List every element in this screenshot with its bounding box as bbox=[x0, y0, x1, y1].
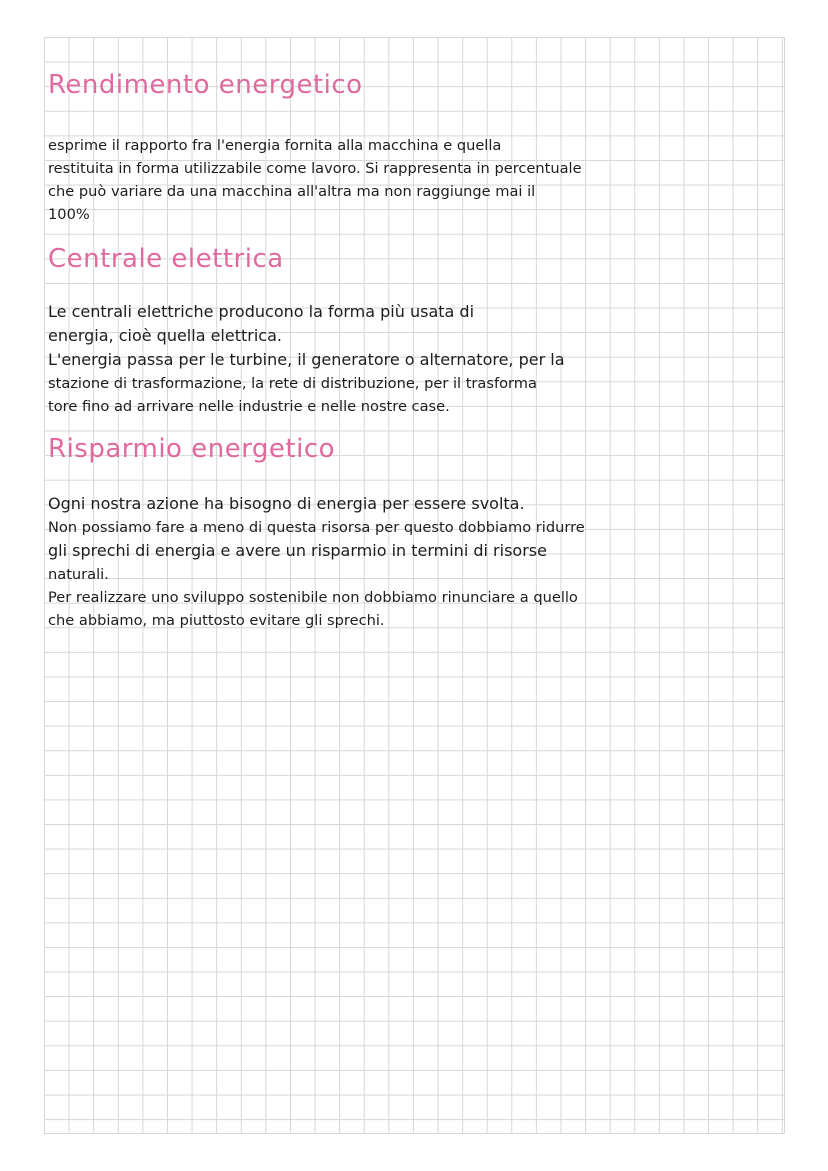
section-centrale-elettrica bbox=[48, 242, 784, 418]
text-line: Per realizzare uno sviluppo sostenibile non dobbiamo rinunciare a quello bbox=[48, 589, 578, 606]
text-line: stazione di trasformazione, la rete di distribuzione, per il trasforma bbox=[48, 375, 537, 392]
text-line: Non possiamo fare a meno di questa risorsa per questo dobbiamo ridurre bbox=[48, 519, 585, 536]
text-line: energia, cioè quella elettrica. bbox=[48, 326, 282, 345]
section-risparmio-energetico bbox=[48, 432, 784, 632]
section-title: Rendimento energetico bbox=[48, 70, 363, 100]
text-line: restituita in forma utilizzabile come lavoro. Si rappresenta in percentuale bbox=[48, 160, 582, 177]
section-title: Risparmio energetico bbox=[48, 434, 336, 464]
section-body bbox=[48, 492, 784, 632]
text-line: tore fino ad arrivare nelle industrie e nelle nostre case. bbox=[48, 398, 450, 415]
text-line: che può variare da una macchina all'altra ma non raggiunge mai il bbox=[48, 183, 536, 200]
text-line: gli sprechi di energia e avere un risparmio in termini di risorse bbox=[48, 541, 547, 560]
section-body bbox=[48, 134, 784, 226]
text-line: che abbiamo, ma piuttosto evitare gli sprechi. bbox=[48, 612, 385, 629]
section-rendimento-energetico bbox=[48, 68, 784, 226]
text-line: L'energia passa per le turbine, il generatore o alternatore, per la bbox=[48, 350, 565, 369]
text-line: naturali. bbox=[48, 566, 109, 583]
text-line: esprime il rapporto fra l'energia fornita alla macchina e quella bbox=[48, 137, 502, 154]
text-line: Le centrali elettriche producono la forma più usata di bbox=[48, 302, 475, 321]
notes-content bbox=[48, 58, 784, 632]
text-line: Ogni nostra azione ha bisogno di energia per essere svolta. bbox=[48, 494, 525, 513]
section-body bbox=[48, 300, 784, 418]
text-line: 100% bbox=[48, 206, 90, 223]
section-title: Centrale elettrica bbox=[48, 244, 284, 274]
